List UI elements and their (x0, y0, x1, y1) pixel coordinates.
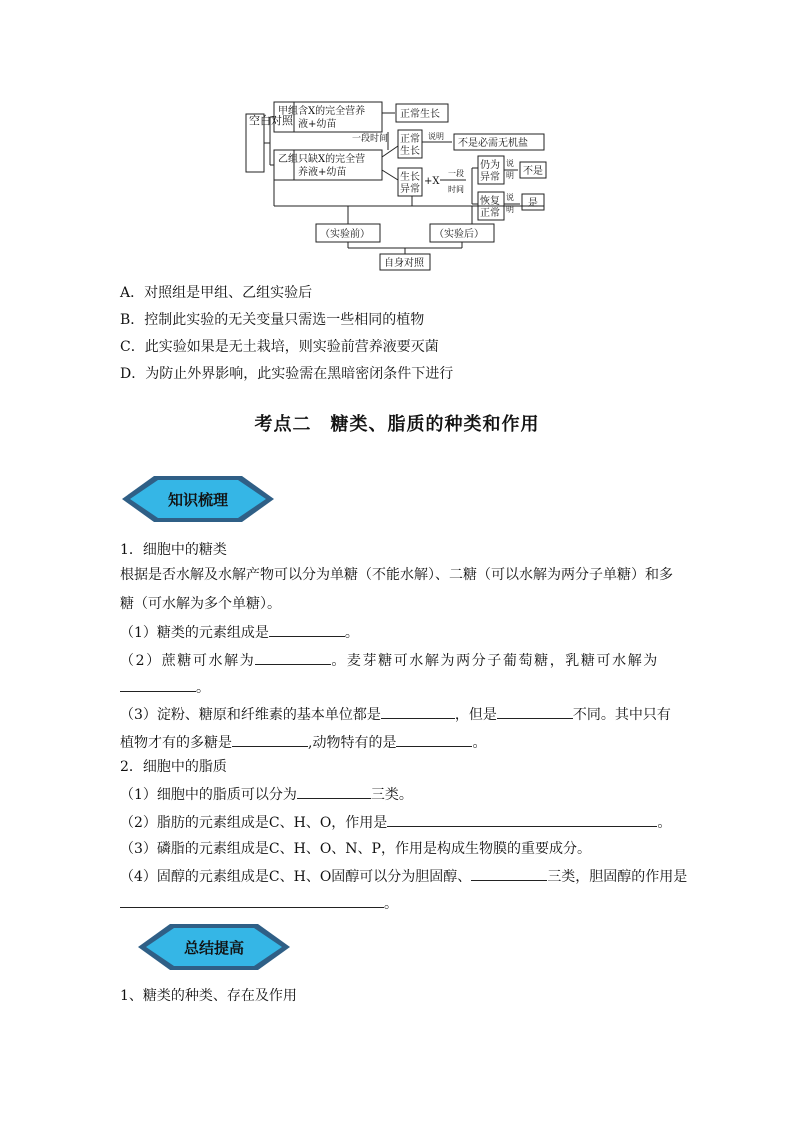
group-a-content: 含X的完全营养 (298, 106, 366, 117)
answer-blank[interactable] (387, 812, 657, 827)
abnormal-box-line2: 异常 (400, 184, 420, 195)
answer-blank[interactable] (381, 704, 455, 719)
self-control-box: 自身对照 (384, 258, 424, 269)
knowledge-badge (120, 474, 276, 524)
group-b-content-2: 养液+幼苗 (298, 167, 347, 178)
group-a-label: 甲组 (278, 106, 298, 117)
sugar-heading: 1．细胞中的糖类 (120, 542, 227, 558)
lipid-q2 (120, 812, 671, 832)
option-d: D．为防止外界影响，此实验需在黑暗密闭条件下进行 (120, 366, 454, 382)
answer-blank[interactable] (120, 893, 384, 908)
plus-x-label: +X (424, 176, 440, 187)
lipid-q4-text-2: 三类，胆固醇的作用是 (547, 869, 688, 885)
knowledge-badge-label: 知识梳理 (167, 490, 228, 509)
sugar-q2-end: 。 (196, 680, 210, 696)
after-time-2-line2: 时间 (448, 185, 464, 194)
sugar-q3-text-4: 植物才有的多糖是 (120, 735, 232, 751)
answer-blank[interactable] (497, 704, 573, 719)
lipid-q1-end: 三类。 (370, 787, 413, 803)
normal-box-line1: 正常 (400, 134, 420, 145)
sugar-q3-end: 。 (472, 735, 487, 751)
lipid-heading: 2．细胞中的脂质 (120, 759, 227, 775)
lipid-q1 (120, 784, 413, 804)
sugar-intro-line1: 根据是否水解及水解产物可以分为单糖（不能水解）、二糖（可以水解为两分子单糖）和多 (120, 567, 673, 583)
recover-normal-line2: 正常 (480, 208, 500, 219)
result-not-box: 不是 (523, 166, 543, 177)
lipid-q1-text: （1）细胞中的脂质可以分为 (120, 787, 297, 803)
group-a-content-2: 液+幼苗 (298, 119, 337, 130)
shows-label: 说明 (428, 132, 444, 141)
option-a: A．对照组是甲组、乙组实验后 (120, 285, 313, 301)
not-required-box: 不是必需无机盐 (458, 138, 528, 149)
answer-blank[interactable] (396, 732, 472, 747)
section-title: 考点二 糖类、脂质的种类和作用 (254, 414, 540, 435)
summary-badge-label: 总结提高 (183, 938, 244, 957)
before-experiment-box: （实验前） (320, 229, 370, 240)
lipid-q4-end: 。 (384, 896, 398, 912)
answer-blank[interactable] (269, 622, 345, 637)
normal-growth-box: 正常生长 (400, 109, 440, 120)
answer-blank[interactable] (297, 784, 371, 799)
lipid-q4-cont (120, 893, 398, 913)
sugar-q2-text: （2）蔗糖可水解为 (120, 653, 256, 669)
lipid-q2-text: （2）脂肪的元素组成是C、H、O，作用是 (120, 815, 388, 831)
answer-blank[interactable] (255, 650, 331, 665)
sugar-q1 (120, 622, 359, 642)
sugar-q2-text-2: 。麦芽糖可水解为两分子葡萄糖，乳糖可水解为 (331, 653, 659, 669)
lipid-q2-end: 。 (657, 815, 672, 831)
summary-badge (136, 922, 292, 972)
sugar-q3 (120, 704, 671, 724)
sugar-q2 (120, 650, 659, 670)
sugar-intro-line2: 糖（可水解为多个单糖）。 (120, 596, 281, 612)
still-abnormal-line1: 仍为 (480, 160, 500, 171)
lipid-q3: （3）磷脂的元素组成是C、H、O、N、P，作用是构成生物膜的重要成分。 (120, 841, 591, 857)
sugar-q1-end: 。 (344, 625, 359, 641)
shows-vertical-2b: 明 (506, 205, 514, 214)
sugar-q3-text-3: 不同。其中只有 (572, 707, 671, 723)
result-yes-box: 是 (528, 198, 538, 209)
sugar-q3-cont (120, 732, 486, 752)
sugar-q2-cont (120, 677, 210, 697)
answer-blank[interactable] (120, 677, 196, 692)
abnormal-box-line1: 生长 (400, 172, 420, 183)
summary-heading: 1、糖类的种类、存在及作用 (120, 988, 297, 1004)
lipid-q4-text: （4）固醇的元素组成是C、H、O固醇可以分为胆固醇、 (120, 869, 472, 885)
recover-normal-line1: 恢复 (480, 196, 500, 207)
normal-box-line2: 生长 (400, 146, 420, 157)
after-time-2-line1: 一段 (448, 169, 464, 178)
sugar-q3-text-5: ,动物特有的是 (308, 735, 397, 751)
sugar-q3-text: （3）淀粉、糖原和纤维素的基本单位都是 (120, 707, 381, 723)
answer-blank[interactable] (471, 866, 547, 881)
blank-control-label: 空白对照 (249, 114, 293, 127)
shows-vertical-1b: 明 (506, 171, 514, 180)
sugar-q3-text-2: ，但是 (454, 707, 497, 723)
option-b: B．控制此实验的无关变量只需选一些相同的植物 (120, 312, 425, 328)
sugar-q1-text: （1）糖类的元素组成是 (120, 625, 269, 641)
experiment-diagram (240, 96, 560, 276)
still-abnormal-line2: 异常 (480, 172, 500, 183)
option-c: C．此实验如果是无土栽培，则实验前营养液要灭菌 (120, 339, 439, 355)
after-time-label: 一段时间 (352, 134, 389, 144)
group-b-label: 乙组 (278, 154, 298, 165)
lipid-q4 (120, 866, 687, 886)
group-b-content: 只缺X的完全营 (298, 154, 366, 165)
answer-blank[interactable] (232, 732, 308, 747)
after-experiment-box: （实验后） (434, 229, 484, 240)
shows-vertical-2a: 说 (506, 193, 514, 202)
shows-vertical-1a: 说 (506, 159, 514, 168)
